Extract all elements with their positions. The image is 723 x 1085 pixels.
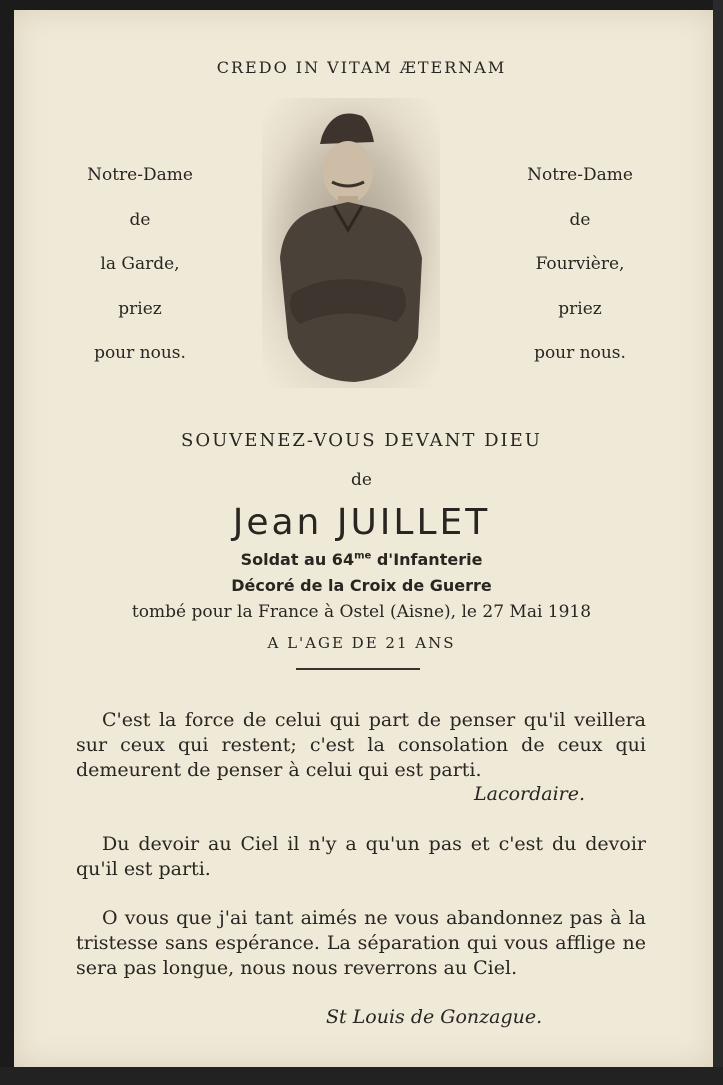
- prayer-right: [500, 153, 660, 376]
- prayer-left-line: pour nous.: [94, 343, 186, 363]
- prayer-left: [60, 153, 220, 376]
- motto: CREDO IN VITAM ÆTERNAM: [216, 58, 507, 77]
- prayer-right-line: pour nous.: [534, 343, 626, 363]
- rank-line: [0, 550, 723, 569]
- attribution-lacordaire: Lacordaire.: [474, 783, 586, 805]
- prayer-left-line: priez: [118, 298, 162, 319]
- rank-prefix: Soldat au 64: [240, 550, 355, 569]
- prayer-right-line: priez: [558, 298, 602, 319]
- quote-paragraph: O vous que j'ai tant aimés ne vous abandonnez pas à la tristesse sans espérance. La séparation qui vous afflige ne sera pas longue, nous nous reverrons au Ciel.: [76, 907, 646, 979]
- age-line: A L'AGE DE 21 ANS: [267, 634, 456, 652]
- attribution-gonzague: St Louis de Gonzague.: [326, 1006, 543, 1028]
- soldier-portrait-icon: [262, 98, 440, 388]
- bottom-edge-shadow: [0, 1067, 723, 1085]
- prayer-left-line: Notre-Dame: [87, 165, 193, 185]
- quote-paragraph: Du devoir au Ciel il n'y a qu'un pas et c'est du devoir qu'il est parti.: [76, 833, 646, 880]
- rank-suffix: d'Infanterie: [371, 550, 483, 569]
- prayer-right-line: Notre-Dame: [527, 165, 633, 185]
- rank-superscript: me: [354, 550, 372, 562]
- prayer-right-line: de: [569, 209, 591, 230]
- right-edge-shadow: [713, 0, 723, 1085]
- remember-heading: SOUVENEZ-VOUS DEVANT DIEU: [181, 430, 542, 451]
- quote-paragraph: C'est la force de celui qui part de penser qu'il veillera sur ceux qui restent; c'est la consolation de ceux qui demeurent de penser à celui qui est parti.: [76, 709, 646, 781]
- divider: [296, 668, 420, 670]
- decoration-line: Décoré de la Croix de Guerre: [231, 576, 492, 595]
- deceased-name: Jean JUILLET: [232, 502, 491, 543]
- prayer-right-line: Fourvière,: [535, 254, 625, 274]
- prayer-left-line: la Garde,: [100, 254, 180, 274]
- prayer-left-line: de: [129, 209, 151, 230]
- death-line: tombé pour la France à Ostel (Aisne), le 27 Mai 1918: [131, 602, 592, 622]
- de-line: de: [351, 470, 372, 490]
